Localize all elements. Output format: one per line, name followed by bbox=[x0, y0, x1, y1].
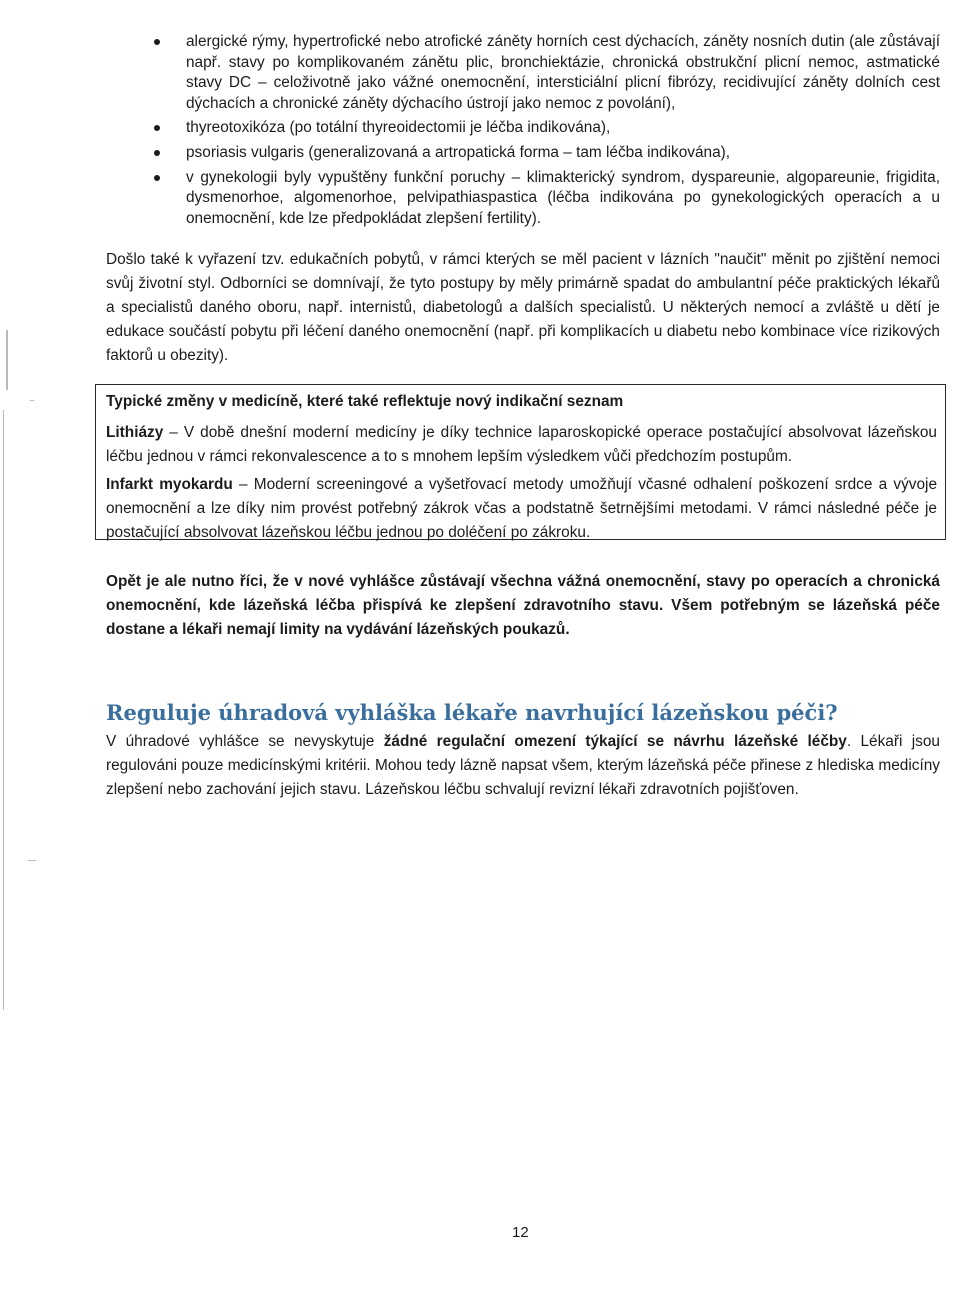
list-item: v gynekologii byly vypuštěny funkční poruchy – klimakterický syndrom, dyspareunie, algopareunie, frigidita, dysmenorhoe, algomenorhoe, pelvipathiaspastica (léčba indikována po gynekologických operacích a u onemocnění, kde lze předpokládat zlepšení fertility). bbox=[154, 168, 940, 230]
scan-dot bbox=[28, 860, 36, 861]
bullet-icon bbox=[154, 150, 160, 156]
scan-dot bbox=[30, 400, 34, 401]
scan-edge-mark bbox=[6, 330, 8, 390]
bullet-icon bbox=[154, 39, 160, 45]
list-item: psoriasis vulgaris (generalizovaná a artropatická forma – tam léčba indikována), bbox=[154, 143, 940, 164]
list-item: thyreotoxikóza (po totální thyreoidectomii je léčba indikována), bbox=[154, 118, 940, 139]
indication-bullet-list bbox=[154, 32, 940, 233]
scan-edge-line bbox=[3, 410, 4, 1010]
bullet-icon bbox=[154, 125, 160, 131]
bullet-icon bbox=[154, 175, 160, 181]
box-item-infarction: Infarkt myokardu – Moderní screeningové a vyšetřovací metody umožňují včasné odhalení poškození srdce a vývoje onemocnění a lze díky nim provést potřebný zákrok včas a podstatně šetrnějšími metodami. V rámci následné péče je postačující absolvovat lázeňskou léčbu jednou po doléčení po zákroku. bbox=[106, 476, 937, 541]
box-title: Typické změny v medicíně, které také reflektuje nový indikační seznam bbox=[106, 393, 624, 410]
section-heading: Reguluje úhradová vyhláška lékaře navrhující lázeňskou péči? bbox=[106, 700, 838, 725]
paragraph-serious-diseases: Opět je ale nutno říci, že v nové vyhlášce zůstávají všechna vážná onemocnění, stavy po operacích a chronická onemocnění, kde lázeňská léčba přispívá ke zlepšení zdravotního stavu. Všem potřebným se lázeňská péče dostane a lékaři nemají limity na vydávání lázeňských poukazů. bbox=[106, 573, 940, 638]
paragraph-regulation: V úhradové vyhlášce se nevyskytuje žádné regulační omezení týkající se návrhu lázeňské léčby. Lékaři jsou regulováni pouze medicínskými kritérii. Mohou tedy lázně napsat všem, kterým lázeňská péče přinese z hlediska medicíny zlepšení nebo zachování jejich stavu. Lázeňskou léčbu schvalují revizní lékaři zdravotních pojišťoven. bbox=[106, 733, 940, 798]
medicine-changes-box bbox=[95, 384, 946, 540]
list-item: alergické rýmy, hypertrofické nebo atrofické záněty horních cest dýchacích, záněty nosních dutin (ale zůstávají např. stavy po komplikovaném zánětu plic, bronchiektázie, chronická obstrukční plicní nemoc, astmatické stavy DC – celoživotně jako vážné onemocnění, intersticiální plicní fibrózy, recidivující záněty dolních cest dýchacích a chronické záněty dýchacího ústrojí jako nemoc z povolání), bbox=[154, 32, 940, 114]
page-number: 12 bbox=[512, 1224, 529, 1241]
paragraph-education-stays: Došlo také k vyřazení tzv. edukačních pobytů, v rámci kterých se měl pacient v lázních "naučit" měnit po zjištění nemoci svůj životní styl. Odborníci se domnívají, že tyto postupy by měly primárně spadat do ambulantní péče praktických lékařů a specialistů daného oboru, např. internistů, diabetologů a dalších specialistů. U některých nemocí a zvláště u dětí je edukace součástí pobytu při léčení daného onemocnění (např. při komplikacích u diabetu nebo kombinace více rizikových faktorů u obezity). bbox=[106, 251, 940, 364]
box-item-lithiasis: Lithiázy – V době dnešní moderní medicíny je díky technice laparoskopické operace postačující absolvovat lázeňskou léčbu jednou v rámci rekonvalescence a to s mnohem lepším výsledkem vůči předchozím postupům. bbox=[106, 424, 937, 465]
